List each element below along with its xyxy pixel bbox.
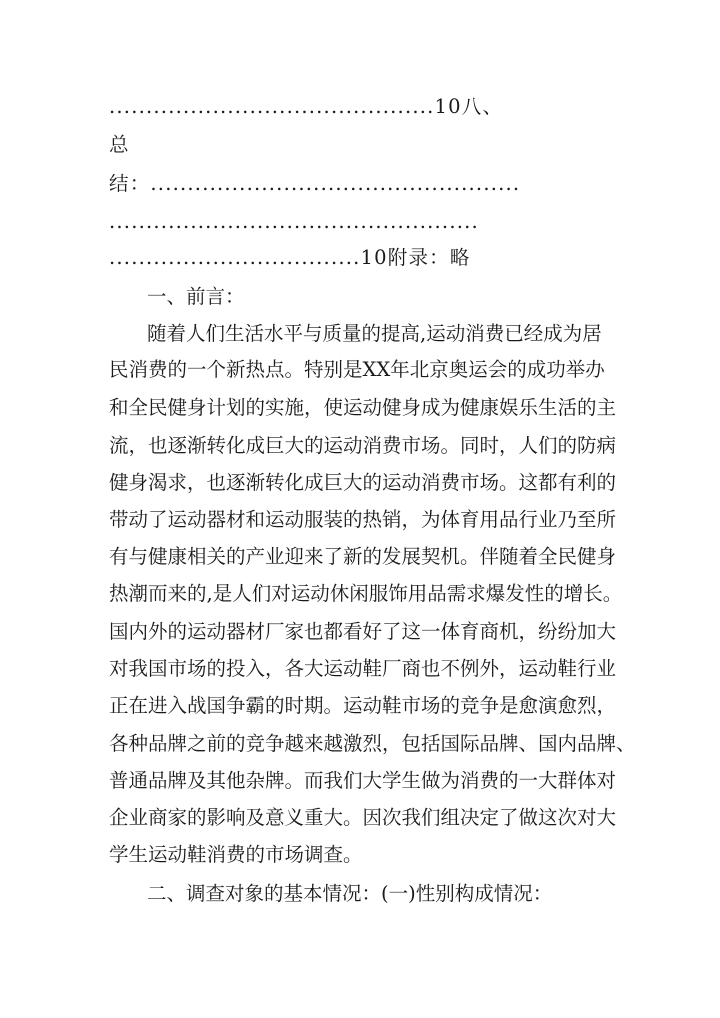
paragraph-line: 对我国市场的投入，各大运动鞋厂商也不例外，运动鞋行业 [109, 657, 617, 680]
paragraph-line: 国内外的运动器材厂家也都看好了这一体育商机，纷纷加大 [109, 620, 617, 643]
paragraph-line: 和全民健身计划的实施，使运动健身成为健康娱乐生活的主 [109, 396, 617, 419]
toc-line-2: 总 [109, 133, 129, 156]
paragraph-line: 正在进入战国争霸的时期。运动鞋市场的竞争是愈演愈烈， [109, 694, 617, 717]
toc-line-4: .................................................. [109, 210, 479, 233]
paragraph-line: 民消费的一个新热点。特别是XX年北京奥运会的成功举办 [109, 358, 605, 381]
toc-line-5: ..................................10附录：略 [109, 246, 471, 269]
paragraph-line: 流，也逐渐转化成巨大的运动消费市场。同时，人们的防病 [109, 434, 617, 457]
paragraph-line: 普通品牌及其他杂牌。而我们大学生做为消费的一大群体对 [109, 769, 617, 792]
paragraph-line: 带动了运动器材和运动服装的热销，为体育用品行业乃至所 [109, 508, 617, 531]
toc-line-1: ............................................10八、 [109, 95, 504, 118]
paragraph-line: 热潮而来的,是人们对运动休闲服饰用品需求爆发性的增长。 [109, 582, 623, 605]
paragraph-line: 随着人们生活水平与质量的提高,运动消费已经成为居 [147, 322, 602, 345]
section-1-heading: 一、前言： [147, 285, 245, 308]
paragraph-line: 健身渴求，也逐渐转化成巨大的运动消费市场。这都有利的 [109, 471, 617, 494]
section-2-heading: 二、调查对象的基本情况：(一)性别构成情况： [147, 882, 553, 905]
paragraph-line: 有与健康相关的产业迎来了新的发展契机。伴随着全民健身 [109, 545, 617, 568]
paragraph-line: 企业商家的影响及意义重大。因次我们组决定了做这次对大 [109, 806, 617, 829]
paragraph-line: 学生运动鞋消费的市场调查。 [109, 843, 363, 866]
paragraph-line: 各种品牌之前的竞争越来越激烈，包括国际品牌、国内品牌、 [109, 732, 636, 755]
toc-line-3: 结：.................................................. [109, 172, 521, 195]
